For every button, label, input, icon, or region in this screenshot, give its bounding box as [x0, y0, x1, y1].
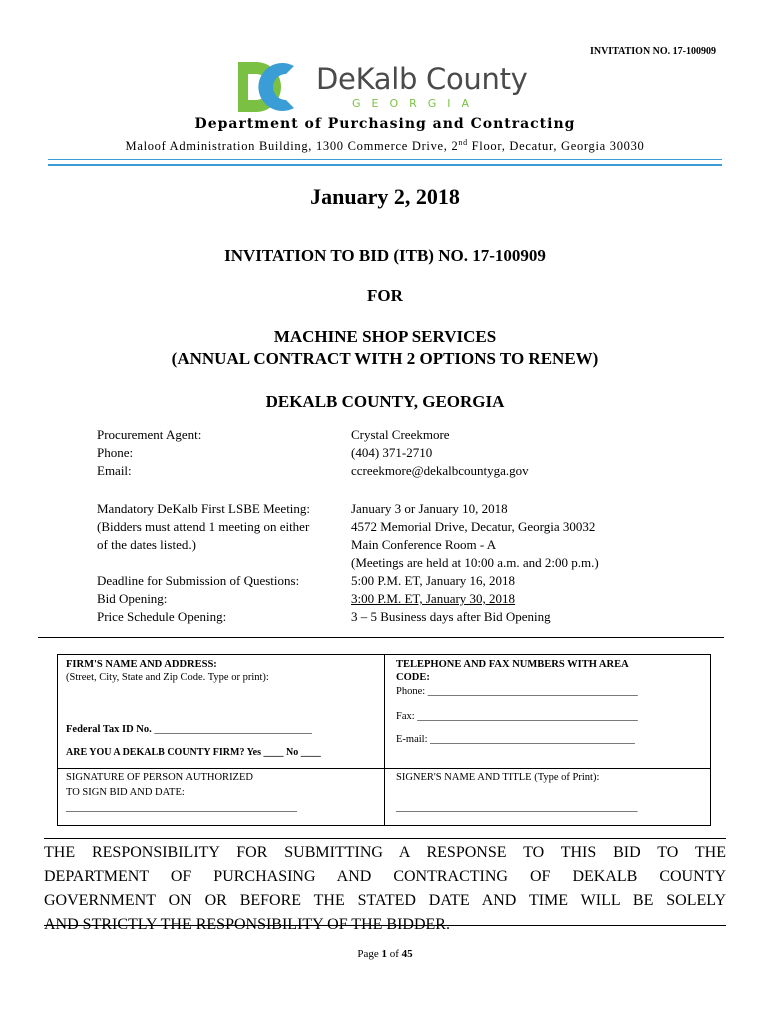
contact-label: Procurement Agent: — [97, 427, 202, 442]
fax-field[interactable]: Fax: __________________________________________ — [396, 711, 638, 722]
notice-line: THE RESPONSIBILITY FOR SUBMITTING A RESPONSE TO THIS BID TO THE — [44, 844, 726, 861]
questions-deadline: 5:00 P.M. ET, January 16, 2018 — [351, 573, 516, 588]
schedule-label: Deadline for Submission of Questions: — [97, 573, 300, 588]
schedule-label: (Bidders must attend 1 meeting on either — [97, 519, 310, 534]
notice-line: AND STRICTLY THE RESPONSIBILITY OF THE BIDDER. — [44, 916, 450, 933]
dekalb-firm-question[interactable]: ARE YOU A DEKALB COUNTY FIRM? Yes ____ No ____ — [66, 747, 321, 758]
contact-values — [351, 426, 529, 480]
contact-label: Phone: — [97, 445, 134, 460]
schedule-label: of the dates listed.) — [97, 537, 196, 552]
schedule-label: Price Schedule Opening: — [97, 609, 227, 624]
signature-field[interactable]: ____________________________________________ — [66, 802, 297, 813]
meeting-room: Main Conference Room - A — [351, 537, 497, 552]
signature-label-1: SIGNATURE OF PERSON AUTHORIZED — [66, 772, 253, 783]
dekalb-county-logo — [236, 60, 536, 115]
header-divider-thin — [48, 159, 722, 160]
schedule-label: Mandatory DeKalb First LSBE Meeting: — [97, 501, 311, 516]
phone-fax-label-2: CODE: — [396, 672, 430, 683]
responsibility-notice — [44, 838, 726, 937]
section-separator — [38, 637, 724, 638]
email-field[interactable]: E-mail: _______________________________________ — [396, 734, 635, 745]
page-number: Page 1 of 45 — [357, 948, 413, 960]
meeting-times: (Meetings are held at 10:00 a.m. and 2:00 p.m.) — [351, 555, 599, 570]
signer-name-label: SIGNER'S NAME AND TITLE (Type of Print): — [396, 772, 600, 783]
price-schedule-opening: 3 – 5 Business days after Bid Opening — [351, 609, 551, 624]
notice-line: GOVERNMENT ON OR BEFORE THE STATED DATE AND TIME WILL BE SOLELY — [44, 892, 726, 909]
department-address: Maloof Administration Building, 1300 Commerce Drive, 2nd Floor, Decatur, Georgia 30030 — [125, 138, 645, 154]
form-divider-vertical — [384, 655, 385, 825]
department-title: Department of Purchasing and Contracting — [194, 116, 576, 132]
schedule-label — [97, 554, 310, 572]
notice-bottom-rule — [44, 925, 726, 926]
bid-opening-time: 3:00 P.M. ET, January 30, 2018 — [351, 591, 516, 606]
schedule-label: Bid Opening: — [97, 591, 168, 606]
title-line-2: (ANNUAL CONTRACT WITH 2 OPTIONS TO RENEW) — [171, 349, 599, 368]
invitation-number: INVITATION NO. 17-100909 — [589, 46, 716, 57]
agent-email: ccreekmore@dekalbcountyga.gov — [351, 463, 529, 478]
notice-line: DEPARTMENT OF PURCHASING AND CONTRACTING OF DEKALB COUNTY — [44, 868, 726, 885]
schedule-labels — [97, 500, 310, 626]
county-line: DEKALB COUNTY, GEORGIA — [265, 392, 505, 411]
logo-county-name: DeKalb County — [316, 62, 528, 96]
agent-name: Crystal Creekmore — [351, 427, 450, 442]
meeting-address: 4572 Memorial Drive, Decatur, Georgia 30032 — [351, 519, 596, 534]
form-divider-horizontal — [58, 768, 710, 769]
logo-state-name: GEORGIA — [352, 97, 481, 110]
phone-fax-label-1: TELEPHONE AND FAX NUMBERS WITH AREA — [396, 659, 629, 670]
document-date: January 2, 2018 — [310, 184, 460, 209]
agent-phone: (404) 371-2710 — [351, 445, 433, 460]
contact-labels — [97, 426, 201, 480]
for-line: FOR — [367, 286, 403, 305]
tax-id-field[interactable]: Federal Tax ID No. ______________________________ — [66, 724, 312, 735]
firm-name-label: FIRM'S NAME AND ADDRESS: — [66, 659, 217, 670]
signer-name-field[interactable]: ______________________________________________ — [396, 802, 638, 813]
meeting-dates: January 3 or January 10, 2018 — [351, 501, 508, 516]
signature-label-2: TO SIGN BID AND DATE: — [66, 787, 185, 798]
title-line-1: MACHINE SHOP SERVICES — [273, 327, 497, 346]
schedule-values — [351, 500, 599, 626]
bidder-info-form — [57, 654, 711, 826]
itb-number-line: INVITATION TO BID (ITB) NO. 17-100909 — [224, 246, 546, 265]
firm-address-instructions: (Street, City, State and Zip Code. Type or print): — [66, 672, 269, 683]
contact-label: Email: — [97, 463, 132, 478]
phone-field[interactable]: Phone: ________________________________________ — [396, 686, 638, 697]
dc-logo-mark-icon — [236, 60, 306, 114]
header-divider-thick — [48, 164, 722, 166]
